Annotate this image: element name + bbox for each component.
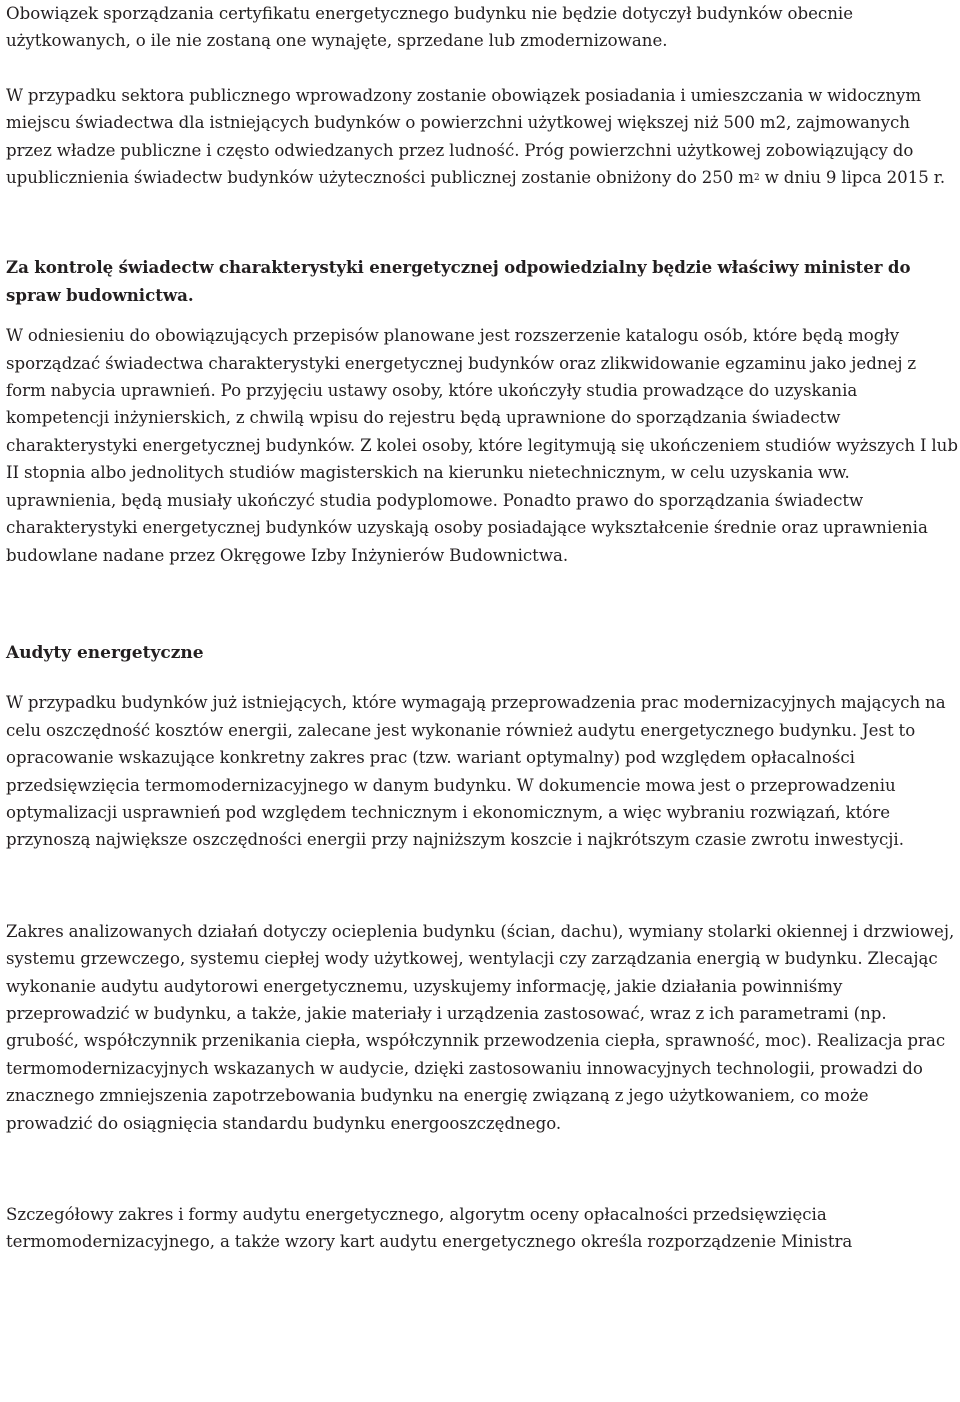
- paragraph-certifier-catalogue: W odniesieniu do obowiązujących przepisów planowane jest rozszerzenie katalogu osób, które będą mogły sporządzać świadectwa charakterystyki energetycznej budynków oraz zlikwidowanie egzaminu jako jednej z form nabycia uprawnień. Po przyjęciu ustawy osoby, które ukończyły studia prowadzące do uzyskania kompetencji inżynierskich, z chwilą wpisu do rejestru będą uprawnione do sporządzania świadectw charakterystyki energetycznej budynków. Z kolei osoby, które legitymują się ukończeniem studiów wyższych I lub II stopnia albo jednolitych studiów magisterskich na kierunku nietechnicznym, w celu uzyskania ww. uprawnienia, będą musiały ukończyć studia podyplomowe. Ponadto prawo do sporządzania świadectw charakterystyki energetycznej budynków uzyskają osoby posiadające wykształcenie średnie oraz uprawnienia budowlane nadane przez Okręgowe Izby Inżynierów Budownictwa.: [6, 326, 958, 565]
- spacer: [6, 667, 958, 689]
- superscript-2: 2: [754, 173, 760, 184]
- spacer: [6, 191, 958, 254]
- spacer: [6, 569, 958, 640]
- section-heading-energy-audits: Audyty energetyczne: [6, 642, 204, 663]
- paragraph-audit-scope: Zakres analizowanych działań dotyczy ocieplenia budynku (ścian, dachu), wymiany stolarki okiennej i drzwiowej, systemu grzewczego, systemu ciepłej wody użytkowej, wentylacji czy zarządzania energią w budynku. Zlecając wykonanie audytu audytorowi energetycznemu, uzyskujemy informację, jakie działania powinniśmy przeprowadzić w budynku, a także, jakie materiały i urządzenia zastosować, wraz z ich parametrami (np. grubość, współczynnik przenikania ciepła, współczynnik przewodzenia ciepła, sprawność, moc). Realizacja prac termomodernizacyjnych wskazanych w audycie, dzięki zastosowaniu innowacyjnych technologii, prowadzi do znacznego zmniejszenia zapotrzebowania budynku na energię związaną z jego użytkowaniem, co może prowadzić do osiągnięcia standardu budynku energooszczędnego.: [6, 921, 955, 1133]
- spacer: [6, 854, 958, 918]
- paragraph-public-sector: [6, 82, 958, 192]
- paragraph-certificate-obligation: Obowiązek sporządzania certyfikatu energetycznego budynku nie będzie dotyczył budynków obecnie użytkowanych, o ile nie zostaną one wynajęte, sprzedane lub zmodernizowane.: [6, 4, 854, 51]
- public-sector-text: W przypadku sektora publicznego wprowadzony zostanie obowiązek posiadania i umieszczania w widocznym miejscu świadectwa dla istniejących budynków o powierzchni użytkowej większej niż 500 m2, zajmowanych przez władze publiczne i często odwiedzanych przez ludność. Próg powierzchni użytkowej zobowiązujący do upublicznienia świadectw budynków użyteczności publicznej zostanie obniżony do 250 m: [6, 85, 922, 188]
- paragraph-audit-purpose: W przypadku budynków już istniejących, które wymagają przeprowadzenia prac modernizacyjnych mających na celu oszczędność kosztów energii, zalecane jest wykonanie również audytu energetycznego budynku. Jest to opracowanie wskazujące konkretny zakres prac (tzw. wariant optymalny) pod względem opłacalności przedsięwzięcia termomodernizacyjnego w danym budynku. W dokumencie mowa jest o przeprowadzeniu optymalizacji usprawnień pod względem technicznym i ekonomicznym, a więc wybraniu rozwiązań, które przynoszą największe oszczędności energii przy najniższym koszcie i najkrótszym czasie zwrotu inwestycji.: [6, 693, 946, 850]
- spacer: [6, 309, 958, 322]
- paragraph-audit-regulation: Szczegółowy zakres i formy audytu energetycznego, algorytm oceny opłacalności przedsięwzięcia termomodernizacyjnego, a także wzory kart audytu energetycznego określa rozporządzenie Ministra: [6, 1205, 853, 1252]
- spacer: [6, 55, 958, 82]
- spacer: [6, 1137, 958, 1201]
- public-sector-date: w dniu 9 lipca 2015 r.: [759, 168, 946, 188]
- document-page: [6, 0, 958, 1256]
- paragraph-control-minister: Za kontrolę świadectw charakterystyki energetycznej odpowiedzialny będzie właściwy minister do spraw budownictwa.: [6, 257, 911, 305]
